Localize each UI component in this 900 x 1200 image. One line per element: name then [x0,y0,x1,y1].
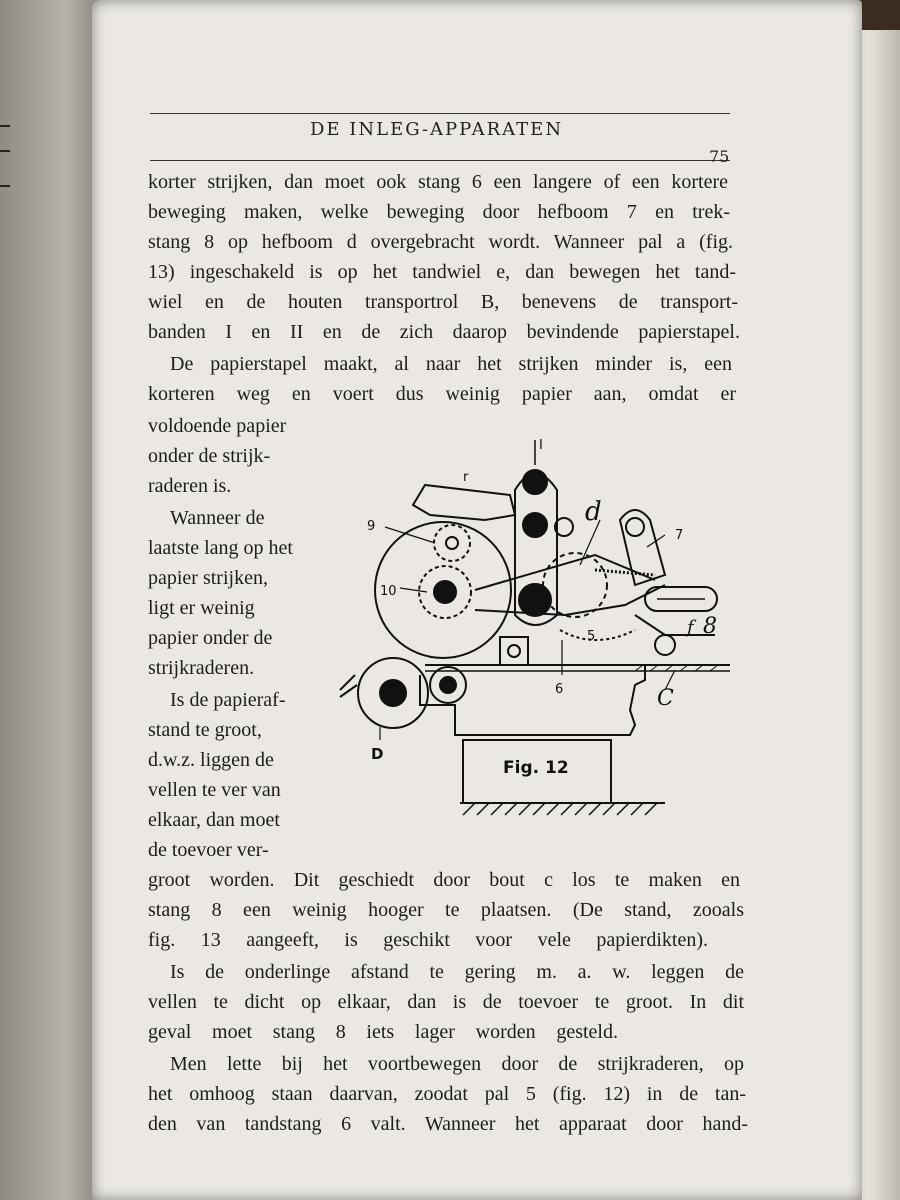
link-rod [475,585,665,615]
text-line: beweging maken, welke beweging door hefboom 7 en trek- [148,201,730,223]
text-line: laatste lang op het [148,537,293,559]
ground-hatching [463,803,657,815]
label-8: 8 [703,614,717,639]
text-line: vellen te dicht op elkaar, dan is de toevoer te groot. In dit [148,991,744,1013]
figure-drawing [335,435,735,840]
label-r: r [463,470,469,485]
roller-9 [434,525,470,561]
text-line: Is de papieraf- [170,689,286,711]
text-line: ligt er weinig [148,597,255,619]
feed-guide [340,675,357,697]
header-rule-bottom [150,160,730,161]
text-line: stand te groot, [148,719,262,741]
text-line: geval moet stang 8 iets lager worden gesteld. [148,1021,618,1043]
label-7: 7 [675,528,684,543]
label-I: I [539,438,543,453]
facing-page-mark [0,125,10,127]
text-line: korteren weg en voert dus weinig papier aan, omdat er [148,383,736,405]
rack-6 [560,630,635,640]
roller-9-axle [446,537,458,549]
text-line: Men lette bij het voortbewegen door de strijkraderen, op [170,1053,744,1075]
text-line: fig. 13 aangeeft, is geschikt voor vele papierdikten). [148,929,708,951]
text-line: voldoende papier [148,415,287,437]
text-line: Is de onderlinge afstand te gering m. a. w. leggen de [170,961,744,983]
text-line: De papierstapel maakt, al naar het strijken minder is, een [170,353,732,375]
text-line: het omhoog staan daarvan, zoodat pal 5 (fig. 12) in de tan- [148,1083,746,1105]
machine-figure [335,435,735,840]
label-D: D [371,745,384,763]
text-line: vellen te ver van [148,779,281,801]
label-C: C [657,686,674,711]
text-line: papier strijken, [148,567,268,589]
bracket-bolt [508,645,520,657]
roller-D-axle [380,680,406,706]
header-rule-top [150,113,730,114]
label-10: 10 [380,584,397,599]
page-number: 75 [709,147,730,166]
text-line: onder de strijk- [148,445,271,467]
text-line: stang 8 een weinig hooger te plaatsen. (De stand, zooals [148,899,744,921]
gear-e [543,553,607,617]
leader-9 [385,527,435,543]
bolt-c [655,635,675,655]
text-line: wiel en de houten transportrol B, benevens de transport- [148,291,738,313]
leader-10 [400,588,427,592]
bracket-block [500,637,528,665]
pressure-roller-axle [440,677,456,693]
column-roller-top [523,470,547,494]
arm-r [413,485,515,520]
label-9: 9 [367,519,376,534]
text-line: strijkraderen. [148,657,255,679]
label-d: d [585,497,602,527]
text-line: den van tandstang 6 valt. Wanneer het apparaat door hand- [148,1113,748,1135]
text-line: stang 8 op hefboom d overgebracht wordt. Wanneer pal a (fig. [148,231,733,253]
figure-caption: Fig. 12 [503,758,569,778]
text-line: de toevoer ver- [148,839,269,861]
machine-frame [420,665,645,735]
text-line: raderen is. [148,475,232,497]
text-line: papier onder de [148,627,273,649]
drum-axle [434,581,456,603]
label-6: 6 [555,682,564,697]
text-line: korter strijken, dan moet ook stang 6 een langere of een kortere [148,171,728,193]
lever-7-pivot [626,518,644,536]
text-line: groot worden. Dit geschiedt door bout c los te maken en [148,869,740,891]
text-line: Wanneer de [170,507,265,529]
label-f: f [687,617,694,638]
facing-page-mark [0,185,10,187]
running-head: DE INLEG-APPARATEN [310,119,564,140]
facing-page-mark [0,150,10,152]
text-line: 13) ingeschakeld is op het tandwiel e, dan bewegen het tand- [148,261,736,283]
column-roller-mid [523,513,547,537]
text-line: d.w.z. liggen de [148,749,274,771]
spring [595,570,655,575]
label-5: 5 [587,629,596,644]
text-line: elkaar, dan moet [148,809,280,831]
text-line: banden I en II en de zich daarop bevindende papierstapel. [148,321,740,343]
